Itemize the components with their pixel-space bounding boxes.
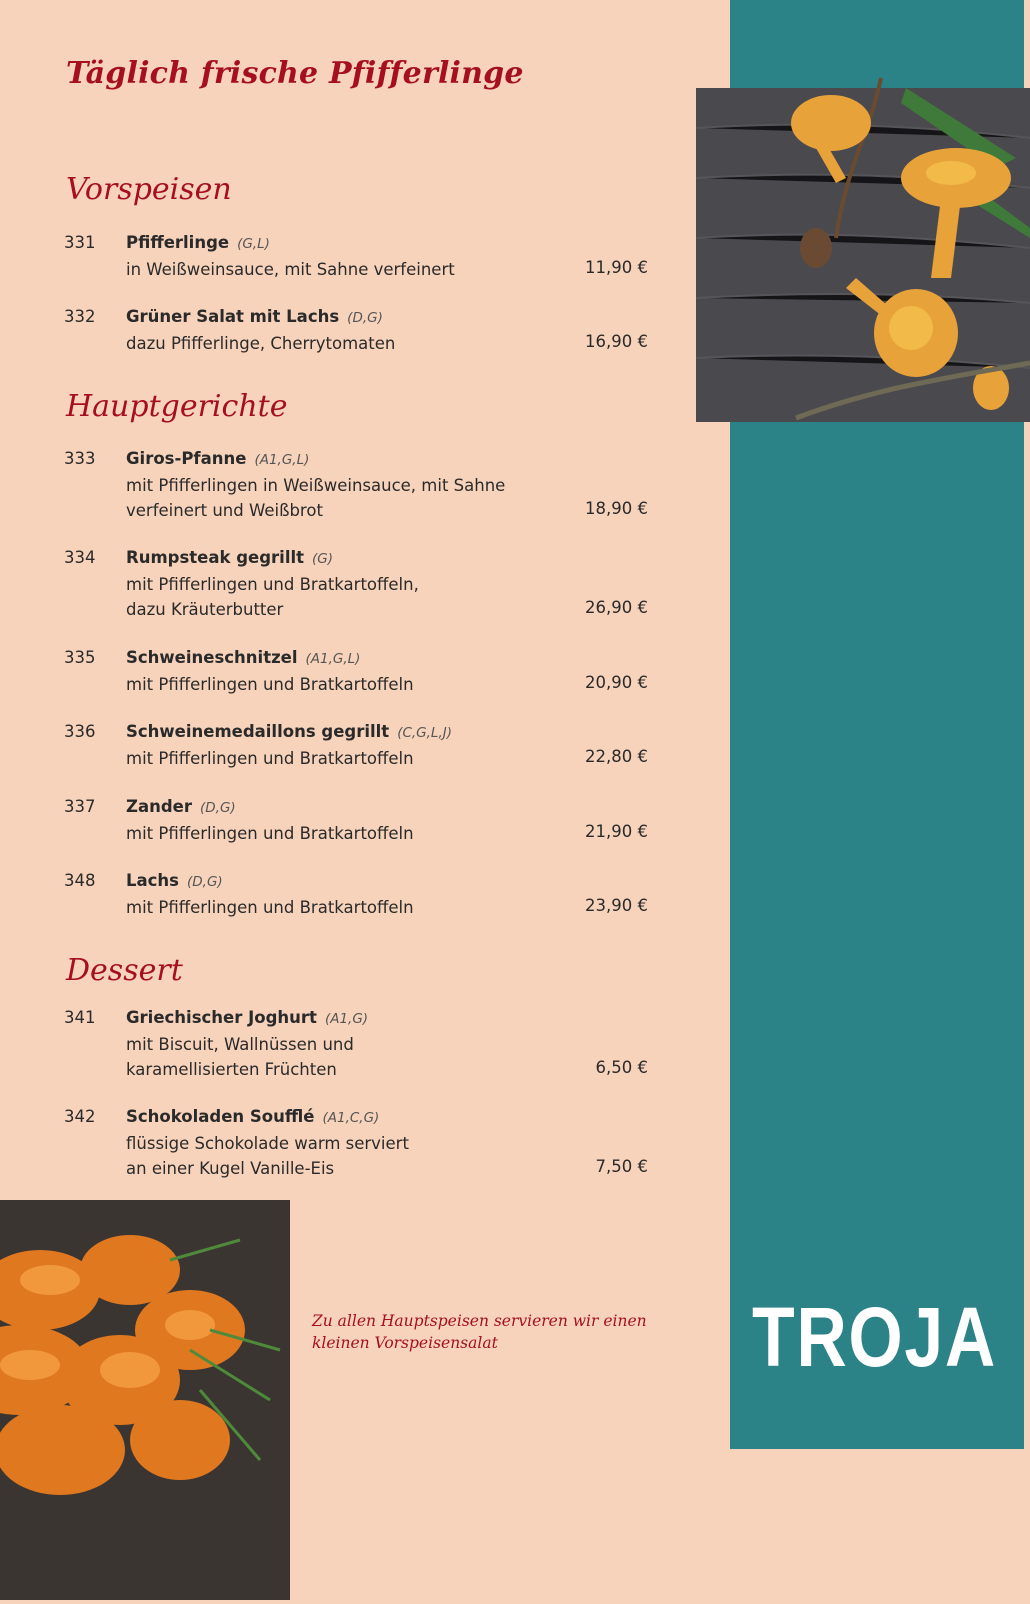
- item-price: 16,90 €: [585, 332, 648, 351]
- item-allergens: (G,L): [237, 236, 270, 252]
- item-price: 22,80 €: [585, 747, 648, 766]
- item-name: Lachs: [126, 871, 179, 890]
- item-number: 333: [64, 449, 96, 468]
- item-allergens: (A1,C,G): [322, 1110, 380, 1126]
- troja-wordmark: [752, 1290, 1002, 1384]
- item-price: 11,90 €: [585, 258, 648, 277]
- footer-note: Zu allen Hauptspeisen servieren wir einen kleinen Vorspeisensalat: [312, 1312, 647, 1352]
- item-number: 334: [64, 548, 96, 567]
- chanterelle-photo-bottom: [0, 1200, 290, 1600]
- item-name: Schweinemedaillons gegrillt: [126, 722, 390, 741]
- menu-item: [64, 868, 648, 918]
- item-number: 348: [64, 871, 96, 890]
- item-name: Pfifferlinge: [126, 233, 230, 252]
- menu-item: [64, 230, 648, 280]
- brand-text: TROJA: [752, 1290, 997, 1384]
- item-price: 26,90 €: [585, 598, 648, 617]
- chanterelle-pile-image: [0, 1200, 290, 1600]
- menu-item: [64, 794, 648, 844]
- item-number: 331: [64, 233, 96, 252]
- item-name: Schokoladen Soufflé: [126, 1107, 315, 1126]
- item-description: mit Pfifferlingen und Bratkartoffeln: [126, 824, 414, 843]
- item-allergens: (D,G): [347, 310, 383, 326]
- chanterelle-photo-top: [696, 88, 1030, 422]
- menu-item: [64, 1005, 648, 1080]
- item-allergens: (A1,G,L): [254, 452, 310, 468]
- item-allergens: (C,G,L,J): [397, 725, 452, 741]
- item-description: mit Pfifferlingen und Bratkartoffeln: [126, 675, 414, 694]
- item-allergens: (D,G): [187, 874, 223, 890]
- item-number: 332: [64, 307, 96, 326]
- section-title-vorspeisen: Vorspeisen: [66, 172, 232, 207]
- item-number: 335: [64, 648, 96, 667]
- item-description: dazu Kräuterbutter: [126, 600, 284, 619]
- item-name: Giros-Pfanne: [126, 449, 247, 468]
- item-name: Grüner Salat mit Lachs: [126, 307, 340, 326]
- item-allergens: (G): [312, 551, 334, 567]
- section-title-dessert: Dessert: [66, 953, 183, 988]
- item-name: Schweineschnitzel: [126, 648, 298, 667]
- item-allergens: (A1,G,L): [305, 651, 361, 667]
- item-allergens: (D,G): [199, 800, 236, 816]
- item-description: mit Pfifferlingen und Bratkartoffeln: [126, 749, 414, 768]
- item-description: verfeinert und Weißbrot: [126, 501, 323, 520]
- menu-item: [64, 446, 648, 521]
- item-description: mit Pfifferlingen in Weißweinsauce, mit Sahne: [126, 476, 506, 495]
- menu-item: [64, 719, 648, 769]
- troja-logo: [752, 1290, 1002, 1384]
- menu-item: [64, 304, 648, 354]
- item-description: dazu Pfifferlinge, Cherrytomaten: [126, 334, 396, 353]
- item-price: 21,90 €: [585, 822, 648, 841]
- item-allergens: (A1,G): [324, 1011, 369, 1027]
- item-description: karamellisierten Früchten: [126, 1060, 337, 1079]
- menu-item: [64, 1104, 648, 1179]
- item-number: 337: [64, 797, 96, 816]
- section-title-hauptgerichte: Hauptgerichte: [66, 389, 288, 424]
- item-number: 341: [64, 1008, 96, 1027]
- item-price: 23,90 €: [585, 896, 648, 915]
- item-description: mit Biscuit, Wallnüssen und: [126, 1035, 354, 1054]
- chanterelle-wood-image: [696, 88, 1030, 422]
- item-price: 20,90 €: [585, 673, 648, 692]
- page-title: Täglich frische Pfifferlinge: [66, 56, 524, 91]
- item-description: mit Pfifferlingen und Bratkartoffeln: [126, 898, 414, 917]
- menu-item: [64, 545, 648, 620]
- item-description: mit Pfifferlingen und Bratkartoffeln,: [126, 575, 419, 594]
- item-name: Griechischer Joghurt: [126, 1008, 317, 1027]
- item-description: in Weißweinsauce, mit Sahne verfeinert: [126, 260, 455, 279]
- item-price: 6,50 €: [595, 1058, 648, 1077]
- item-number: 336: [64, 722, 96, 741]
- item-price: 18,90 €: [585, 499, 648, 518]
- item-price: 7,50 €: [595, 1157, 648, 1176]
- item-name: Zander: [126, 797, 192, 816]
- item-description: flüssige Schokolade warm serviert: [126, 1134, 409, 1153]
- menu-item: [64, 645, 648, 695]
- item-number: 342: [64, 1107, 96, 1126]
- item-description: an einer Kugel Vanille-Eis: [126, 1159, 335, 1178]
- item-name: Rumpsteak gegrillt: [126, 548, 305, 567]
